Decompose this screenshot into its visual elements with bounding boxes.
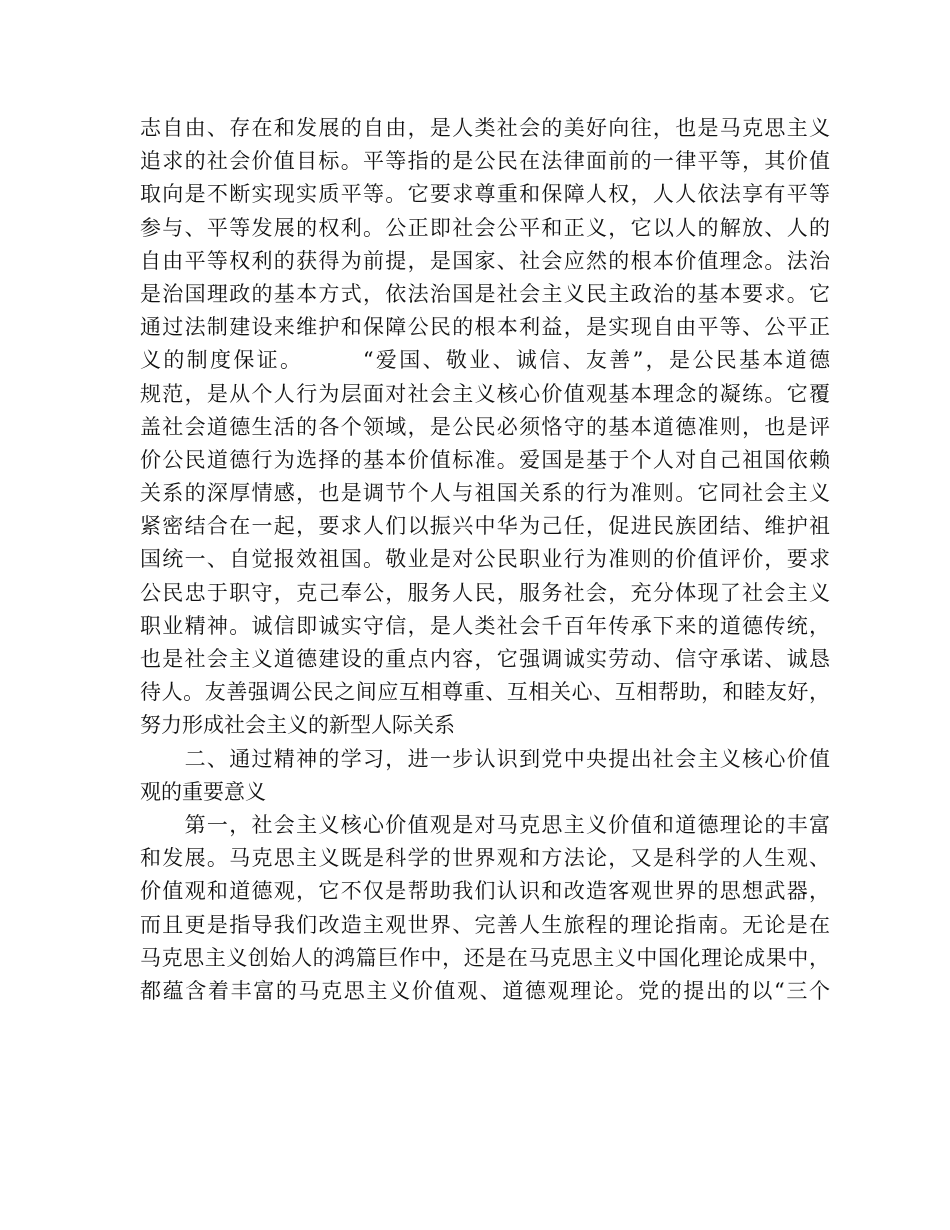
text-line: 自由平等权利的获得为前提，是国家、社会应然的根本价值理念。法治 [140, 248, 830, 273]
text-line: 国统一、自觉报效祖国。敬业是对公民职业行为准则的价值评价，要求 [140, 547, 830, 572]
text-line: 而且更是指导我们改造主观世界、完善人生旅程的理论指南。无论是在 [140, 912, 830, 937]
text-line: 二、通过精神的学习，进一步认识到党中央提出社会主义核心价值 [140, 746, 830, 771]
text-line: 价公民道德行为选择的基本价值标准。爱国是基于个人对自己祖国依赖 [140, 447, 830, 472]
text-line: 马克思主义创始人的鸿篇巨作中，还是在马克思主义中国化理论成果中， [140, 945, 830, 970]
text-line: 关系的深厚情感，也是调节个人与祖国关系的行为准则。它同社会主义 [140, 481, 830, 506]
text-line: 义的制度保证。 “爱国、敬业、诚信、友善”，是公民基本道德 [140, 348, 830, 373]
text-line: 追求的社会价值目标。平等指的是公民在法律面前的一律平等，其价值 [140, 149, 830, 174]
text-line: 公民忠于职守，克己奉公，服务人民，服务社会，充分体现了社会主义 [140, 580, 830, 605]
text-line: 志自由、存在和发展的自由，是人类社会的美好向往，也是马克思主义 [140, 116, 830, 140]
text-line: 也是社会主义道德建设的重点内容，它强调诚实劳动、信守承诺、诚恳 [140, 647, 830, 671]
text-line: 通过法制建设来维护和保障公民的根本利益，是实现自由平等、公平正 [140, 315, 830, 340]
text-line: 价值观和道德观，它不仅是帮助我们认识和改造客观世界的思想武器， [140, 879, 830, 904]
text-line: 第一，社会主义核心价值观是对马克思主义价值和道德理论的丰富 [140, 812, 830, 837]
text-line: 都蕴含着丰富的马克思主义价值观、道德观理论。党的提出的以“三个 [140, 978, 830, 1003]
text-line: 盖社会道德生活的各个领域，是公民必须恪守的基本道德准则，也是评 [140, 414, 830, 439]
text-line: 紧密结合在一起，要求人们以振兴中华为己任，促进民族团结、维护祖 [140, 514, 830, 539]
text-line: 观的重要意义 [140, 779, 266, 804]
text-line: 待人。友善强调公民之间应互相尊重、互相关心、互相帮助，和睦友好， [140, 680, 830, 705]
text-line: 职业精神。诚信即诚实守信，是人类社会千百年传承下来的道德传统， [140, 613, 830, 638]
text-line: 参与、平等发展的权利。公正即社会公平和正义，它以人的解放、人的 [140, 215, 830, 240]
text-line: 努力形成社会主义的新型人际关系 [140, 713, 455, 738]
text-line: 取向是不断实现实质平等。它要求尊重和保障人权，人人依法享有平等 [140, 182, 830, 207]
text-line: 是治国理政的基本方式，依法治国是社会主义民主政治的基本要求。它 [140, 281, 830, 306]
text-line: 和发展。马克思主义既是科学的世界观和方法论，又是科学的人生观、 [140, 846, 830, 871]
body-text [140, 112, 830, 1008]
text-line: 规范，是从个人行为层面对社会主义核心价值观基本理念的凝练。它覆 [140, 381, 830, 406]
